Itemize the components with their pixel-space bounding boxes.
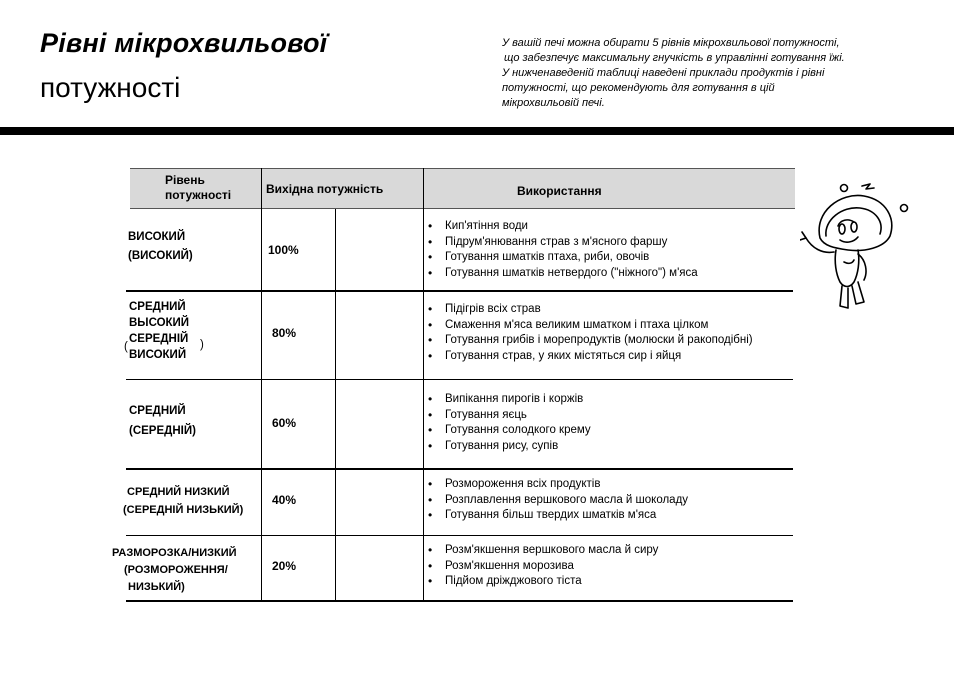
list-item: • Випікання пирогів і коржів (428, 392, 591, 408)
list-item: • Готування яєць (428, 408, 591, 424)
power-value: 40% (272, 493, 297, 507)
col-divider (335, 209, 336, 600)
level-ukr-group: ( СЕРЕДНІЙ ВИСОКИЙ ) (124, 333, 204, 361)
intro-line: У нижченаведеній таблиці наведені приклади продуктів і рівні (502, 67, 825, 79)
usage-list (428, 302, 753, 364)
list-item: • Підрум'янювання страв з м'ясного фаршу (428, 235, 698, 251)
row-divider (126, 379, 793, 380)
chef-mascot-icon (800, 182, 910, 314)
list-item: • Смаження м'яса великим шматком і птаха цілком (428, 318, 753, 334)
list-item: • Розмороження всіх продуктів (428, 477, 688, 493)
usage-list (428, 543, 658, 590)
power-value: 60% (272, 416, 297, 430)
list-item: • Кип'ятіння води (428, 219, 698, 235)
page-title: Рівні мікрохвильової (40, 28, 328, 58)
list-item: • Готування грибів і морепродуктів (молюски й ракоподібні) (428, 333, 753, 349)
list-item: • Розм'якшення вершкового масла й сиру (428, 543, 658, 559)
list-item: • Готування солодкого крему (428, 423, 591, 439)
row-divider (126, 468, 793, 470)
power-value: 20% (272, 559, 297, 573)
intro-line: потужності, що рекомендують для готування в цій (502, 82, 775, 94)
list-item: • Підігрів всіх страв (428, 302, 753, 318)
intro-line: У вашій печі можна обирати 5 рівнів мікрохвильової потужності, (502, 37, 840, 49)
col-header-power: Вихідна потужність (266, 182, 384, 196)
list-item: • Готування шматків нетвердого ("ніжного") м'яса (428, 266, 698, 282)
level-medium-low: СРЕДНИЙ НИЗКИЙ (СЕРЕДНІЙ НИЗЬКИЙ) (123, 486, 244, 516)
list-item: • Розплавлення вершкового масла й шоколаду (428, 493, 688, 509)
power-value: 100% (268, 243, 299, 257)
row-divider (126, 535, 793, 536)
list-item: • Готування страв, у яких містяться сир і яйця (428, 349, 753, 365)
intro-line: що забезпечує максимальну гнучкість в управлінні готування їжі. (504, 52, 845, 64)
list-item: • Готування рису, супів (428, 439, 591, 455)
usage-list (428, 477, 688, 524)
row-divider (126, 290, 793, 292)
level-defrost-low: РАЗМОРОЗКА/НИЗКИЙ (РОЗМОРОЖЕННЯ/ НИЗЬКИЙ) (112, 547, 237, 593)
list-item: • Готування більш твердих шматків м'яса (428, 508, 688, 524)
power-value: 80% (272, 326, 297, 340)
list-item: • Готування шматків птаха, риби, овочів (428, 250, 698, 266)
level-medium: СРЕДНИЙ (СЕРЕДНІЙ) (129, 405, 196, 437)
col-header-level: Рівень потужності (165, 173, 232, 202)
list-item: • Підйом дріжджового тіста (428, 574, 658, 590)
row-divider (126, 600, 793, 602)
page-subtitle: потужності (40, 72, 181, 103)
level-medium-high: СРЕДНИЙ ВЫСОКИЙ ( СЕРЕДНІЙ ВИСОКИЙ ) (124, 301, 204, 361)
usage-list (428, 219, 698, 281)
list-item: • Розм'якшення морозива (428, 559, 658, 575)
intro-line: мікрохвильовій печі. (502, 97, 605, 109)
level-high: ВИСОКИЙ (ВИСОКИЙ) (128, 231, 193, 262)
intro-text (502, 36, 922, 111)
top-divider-bar (0, 127, 954, 135)
usage-list (428, 392, 591, 454)
col-header-usage: Використання (517, 184, 602, 198)
